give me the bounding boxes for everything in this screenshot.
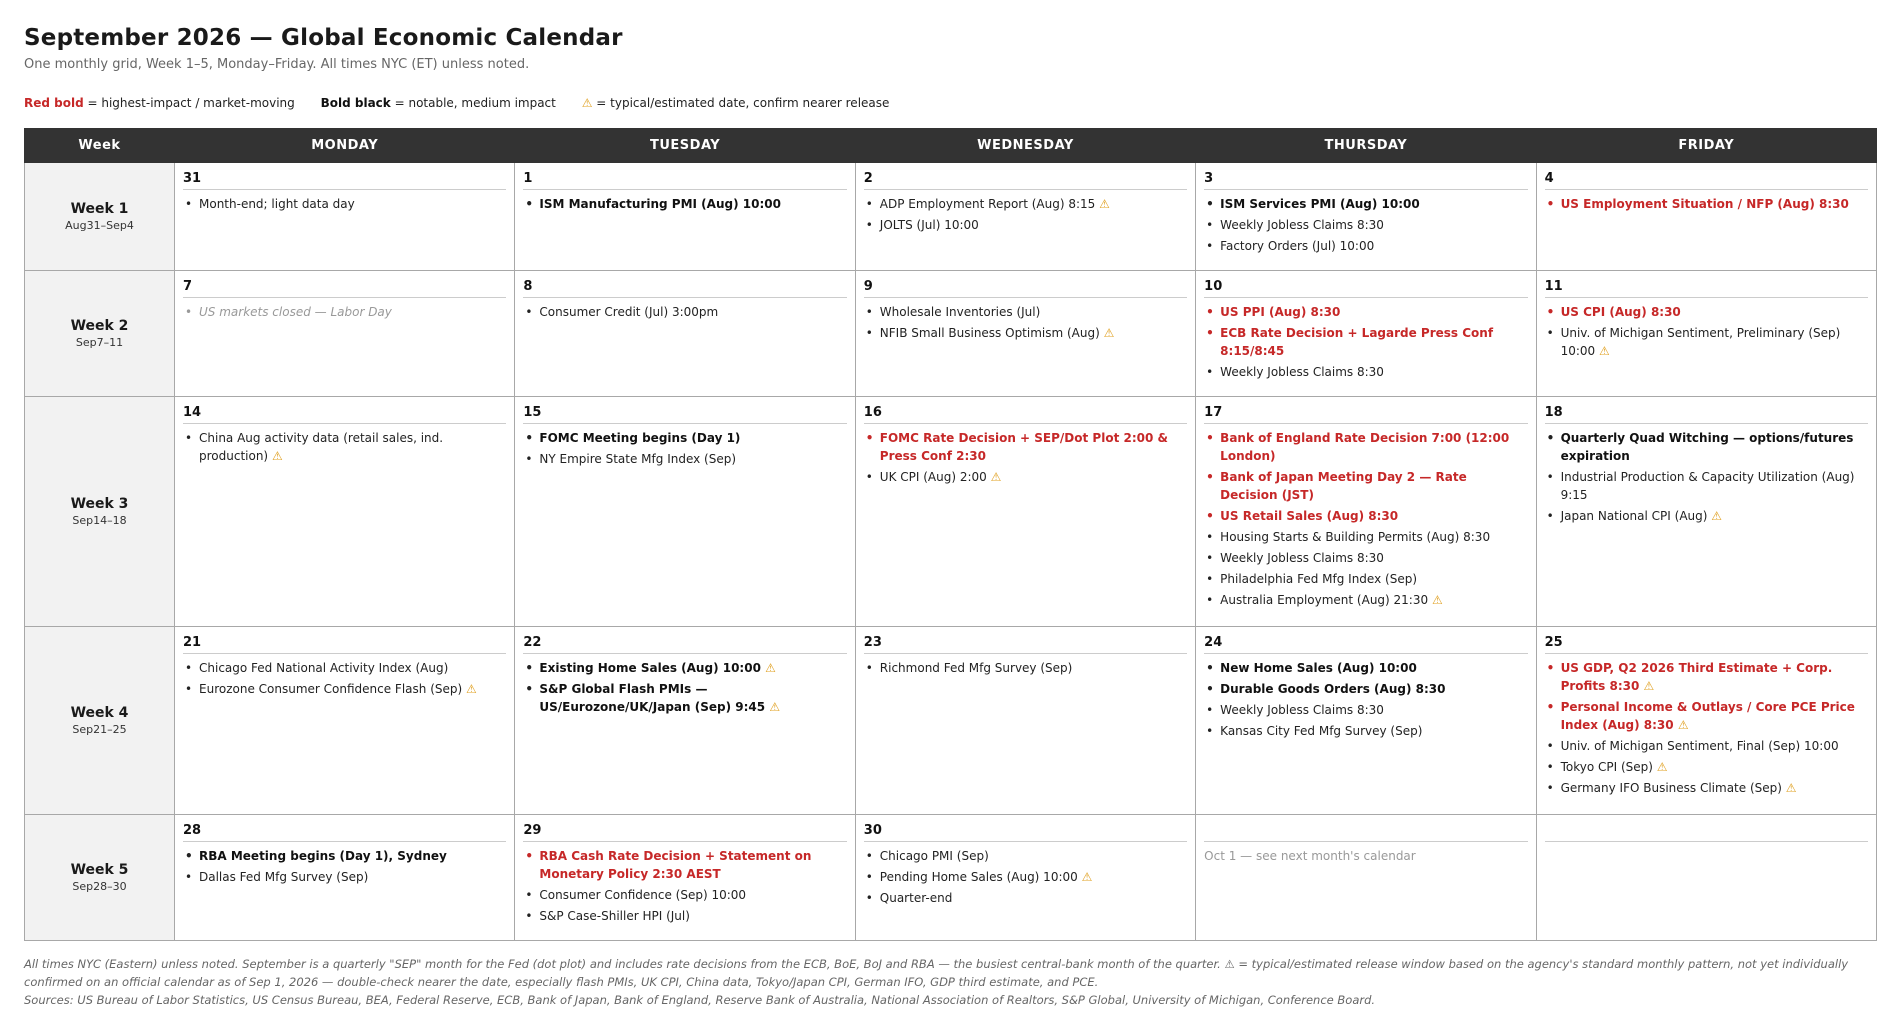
day-number: 15	[523, 405, 846, 424]
event-list	[183, 303, 506, 321]
warning-icon: ⚠	[1598, 344, 1610, 358]
event-list	[1204, 195, 1527, 255]
day-cell	[175, 163, 515, 271]
event-item	[523, 847, 846, 883]
legend-bold: Bold black = notable, medium impact	[320, 96, 556, 110]
event-list	[864, 195, 1187, 234]
week-label-cell	[25, 627, 175, 815]
event-text: Pending Home Sales (Aug) 10:00	[879, 870, 1078, 884]
event-text: Personal Income & Outlays / Core PCE Price Index (Aug) 8:30	[1560, 700, 1855, 732]
warning-icon: ⚠	[466, 682, 477, 696]
event-text: Chicago PMI (Sep)	[879, 849, 989, 863]
event-list	[523, 847, 846, 925]
warning-icon: ⚠	[1656, 760, 1668, 774]
event-list	[523, 659, 846, 716]
event-text: Industrial Production & Capacity Utilization (Aug) 9:15	[1560, 470, 1855, 502]
event-list	[1545, 429, 1868, 525]
day-number: 30	[864, 823, 1187, 842]
week-range: Aug31–Sep4	[65, 219, 134, 232]
event-text: Weekly Jobless Claims 8:30	[1220, 365, 1384, 379]
event-item	[1545, 737, 1868, 755]
day-number	[1545, 823, 1868, 842]
event-item	[864, 303, 1187, 321]
event-item	[1204, 528, 1527, 546]
event-item	[1204, 216, 1527, 234]
warning-icon: ⚠	[990, 470, 1002, 484]
event-text: US PPI (Aug) 8:30	[1220, 305, 1341, 319]
day-cell	[1196, 163, 1536, 271]
day-note: Oct 1 — see next month's calendar	[1204, 849, 1416, 863]
event-list	[183, 847, 506, 886]
day-cell	[1196, 397, 1536, 627]
day-cell	[515, 815, 855, 941]
header-monday: MONDAY	[175, 129, 515, 163]
day-number: 7	[183, 279, 506, 298]
event-list	[1204, 659, 1527, 740]
day-number: 23	[864, 635, 1187, 654]
event-item	[864, 889, 1187, 907]
day-cell	[175, 397, 515, 627]
day-cell	[855, 163, 1195, 271]
event-list	[523, 303, 846, 321]
day-number: 9	[864, 279, 1187, 298]
event-text: Bank of England Rate Decision 7:00 (12:00 London)	[1220, 431, 1510, 463]
legend-warn: ⚠ = typical/estimated date, confirm nearer release	[581, 96, 890, 110]
warning-icon: ⚠	[271, 449, 283, 463]
event-text: Housing Starts & Building Permits (Aug) 8:30	[1220, 530, 1491, 544]
week-name: Week 2	[70, 318, 129, 334]
event-text: S&P Case-Shiller HPI (Jul)	[539, 909, 690, 923]
event-item	[183, 847, 506, 865]
warning-icon: ⚠	[1099, 197, 1110, 211]
day-cell	[515, 271, 855, 397]
event-item	[1545, 698, 1868, 734]
event-text: Dallas Fed Mfg Survey (Sep)	[199, 870, 369, 884]
event-item	[523, 680, 846, 716]
day-cell	[515, 397, 855, 627]
week-name: Week 4	[70, 705, 129, 721]
event-text: Month-end; light data day	[199, 197, 355, 211]
event-item	[1204, 303, 1527, 321]
event-text: ISM Manufacturing PMI (Aug) 10:00	[539, 197, 781, 211]
day-number: 2	[864, 171, 1187, 190]
event-item	[183, 429, 506, 465]
event-list	[523, 429, 846, 468]
day-number: 18	[1545, 405, 1868, 424]
event-list	[864, 429, 1187, 486]
header-friday: FRIDAY	[1536, 129, 1876, 163]
event-item	[1545, 758, 1868, 776]
day-cell	[515, 163, 855, 271]
warning-icon: ⚠	[1103, 326, 1115, 340]
event-item	[1204, 324, 1527, 360]
event-text: US Retail Sales (Aug) 8:30	[1220, 509, 1399, 523]
event-text: ADP Employment Report (Aug) 8:15	[879, 197, 1096, 211]
event-item	[864, 468, 1187, 486]
warning-icon: ⚠	[581, 96, 593, 110]
event-text: ISM Services PMI (Aug) 10:00	[1220, 197, 1420, 211]
warning-icon: ⚠	[765, 661, 776, 675]
event-item	[1204, 591, 1527, 609]
event-item	[183, 195, 506, 213]
event-text: Factory Orders (Jul) 10:00	[1220, 239, 1375, 253]
event-item	[1545, 195, 1868, 213]
day-number: 22	[523, 635, 846, 654]
event-item	[1204, 722, 1527, 740]
event-text: US markets closed — Labor Day	[199, 305, 392, 319]
week-range: Sep7–11	[75, 336, 124, 349]
day-number: 31	[183, 171, 506, 190]
day-number: 21	[183, 635, 506, 654]
event-list	[864, 303, 1187, 342]
day-cell	[1536, 397, 1876, 627]
page-title: September 2026 — Global Economic Calendar	[24, 25, 623, 51]
event-item	[1545, 659, 1868, 695]
page-subtitle: One monthly grid, Week 1–5, Monday–Friday. All times NYC (ET) unless noted.	[24, 57, 530, 72]
day-number: 8	[523, 279, 846, 298]
event-item	[1545, 303, 1868, 321]
day-cell	[855, 627, 1195, 815]
event-text: Japan National CPI (Aug)	[1560, 509, 1708, 523]
event-text: Consumer Confidence (Sep) 10:00	[539, 888, 747, 902]
event-list	[864, 659, 1187, 677]
day-cell	[1196, 815, 1536, 941]
event-item	[1545, 779, 1868, 797]
day-cell	[1536, 815, 1876, 941]
event-list	[183, 659, 506, 698]
header-tuesday: TUESDAY	[515, 129, 855, 163]
warning-icon: ⚠	[1081, 870, 1093, 884]
event-item	[523, 886, 846, 904]
day-number: 4	[1545, 171, 1868, 190]
day-cell	[855, 271, 1195, 397]
week-name: Week 5	[70, 862, 129, 878]
day-cell	[175, 627, 515, 815]
warning-icon: ⚠	[1677, 718, 1689, 732]
event-item	[523, 659, 846, 677]
event-text: US Employment Situation / NFP (Aug) 8:30	[1560, 197, 1849, 211]
event-list	[864, 847, 1187, 907]
event-item	[523, 195, 846, 213]
day-cell	[1536, 271, 1876, 397]
day-number: 1	[523, 171, 846, 190]
week-range: Sep14–18	[72, 514, 127, 527]
day-cell	[175, 815, 515, 941]
event-item	[183, 659, 506, 677]
day-number: 24	[1204, 635, 1527, 654]
event-text: FOMC Rate Decision + SEP/Dot Plot 2:00 & Press Conf 2:30	[879, 431, 1168, 463]
event-item	[523, 450, 846, 468]
event-text: ECB Rate Decision + Lagarde Press Conf 8:15/8:45	[1220, 326, 1494, 358]
event-item	[1545, 324, 1868, 360]
calendar-page	[24, 24, 1876, 1009]
event-text: UK CPI (Aug) 2:00	[879, 470, 987, 484]
day-cell	[855, 397, 1195, 627]
event-item	[1204, 237, 1527, 255]
event-item	[183, 303, 506, 321]
header-week: Week	[25, 129, 175, 163]
event-text: Univ. of Michigan Sentiment, Preliminary (Sep) 10:00	[1560, 326, 1841, 358]
week-range: Sep28–30	[72, 880, 127, 893]
event-text: Wholesale Inventories (Jul)	[879, 305, 1041, 319]
day-cell	[175, 271, 515, 397]
event-text: Quarterly Quad Witching — options/futures expiration	[1560, 431, 1854, 463]
event-text: JOLTS (Jul) 10:00	[879, 218, 979, 232]
day-cell	[855, 815, 1195, 941]
event-text: China Aug activity data (retail sales, ind. production)	[199, 431, 444, 463]
event-text: RBA Cash Rate Decision + Statement on Monetary Policy 2:30 AEST	[539, 849, 812, 881]
event-list	[523, 195, 846, 213]
event-item	[864, 868, 1187, 886]
day-cell	[515, 627, 855, 815]
footer-sources: Sources: US Bureau of Labor Statistics, US Census Bureau, BEA, Federal Reserve, ECB, Bank of Japan, Bank of England, Reserve Bank of Australia, National Association of Realtors, S&P Global, University of Michigan, Conference Board.	[24, 993, 1376, 1007]
event-text: Consumer Credit (Jul) 3:00pm	[539, 305, 719, 319]
event-text: FOMC Meeting begins (Day 1)	[539, 431, 741, 445]
event-text: Germany IFO Business Climate (Sep)	[1560, 781, 1782, 795]
header-wednesday: WEDNESDAY	[855, 129, 1195, 163]
event-item	[1204, 468, 1527, 504]
header-row	[25, 129, 1877, 163]
event-item	[1204, 701, 1527, 719]
day-number: 16	[864, 405, 1187, 424]
event-item	[864, 847, 1187, 865]
event-text: US CPI (Aug) 8:30	[1560, 305, 1681, 319]
event-text: Weekly Jobless Claims 8:30	[1220, 218, 1384, 232]
calendar-grid	[24, 128, 1877, 941]
event-text: Richmond Fed Mfg Survey (Sep)	[879, 661, 1073, 675]
footer-note: All times NYC (Eastern) unless noted. September is a quarterly "SEP" month for the Fed (dot plot) and includes rate decisions from the ECB, BoE, BoJ and RBA — the busiest central-bank month of the quarter. ⚠ = typical/estimated release window based on the agency's standard monthly pattern, not yet individually confirmed on an official calendar as of Sep 1, 2026 — double-check nearer the date, especially flash PMIs, UK CPI, China data, Tokyo/Japan CPI, German IFO, GDP third estimate, and PCE.	[24, 957, 1849, 989]
week-range: Sep21–25	[72, 723, 127, 736]
event-item	[864, 324, 1187, 342]
week-row	[25, 397, 1877, 627]
event-text: Univ. of Michigan Sentiment, Final (Sep) 10:00	[1560, 739, 1839, 753]
day-number: 29	[523, 823, 846, 842]
warning-icon: ⚠	[1643, 679, 1655, 693]
event-text: Kansas City Fed Mfg Survey (Sep)	[1220, 724, 1423, 738]
event-list	[1545, 195, 1868, 213]
event-list	[1545, 303, 1868, 360]
week-row	[25, 271, 1877, 397]
event-item	[864, 659, 1187, 677]
event-list	[1204, 429, 1527, 609]
event-list	[183, 429, 506, 465]
event-item	[183, 868, 506, 886]
event-list	[183, 195, 506, 213]
event-text: US GDP, Q2 2026 Third Estimate + Corp. Profits 8:30	[1560, 661, 1833, 693]
day-number: 14	[183, 405, 506, 424]
event-text: Tokyo CPI (Sep)	[1560, 760, 1653, 774]
event-item	[1545, 429, 1868, 465]
week-label-cell	[25, 815, 175, 941]
header-thursday: THURSDAY	[1196, 129, 1536, 163]
legend	[24, 94, 1876, 112]
footer-notes	[24, 955, 1876, 1009]
event-item	[1204, 363, 1527, 381]
event-text: RBA Meeting begins (Day 1), Sydney	[199, 849, 447, 863]
day-cell	[1196, 627, 1536, 815]
warning-icon: ⚠	[1785, 781, 1797, 795]
day-number: 3	[1204, 171, 1527, 190]
event-text: Existing Home Sales (Aug) 10:00	[539, 661, 761, 675]
event-item	[1204, 507, 1527, 525]
day-number: 25	[1545, 635, 1868, 654]
day-number: 11	[1545, 279, 1868, 298]
event-item	[1204, 680, 1527, 698]
event-text: Australia Employment (Aug) 21:30	[1220, 593, 1429, 607]
day-number: 10	[1204, 279, 1527, 298]
event-item	[1204, 570, 1527, 588]
event-item	[864, 195, 1187, 213]
event-item	[1204, 429, 1527, 465]
week-row	[25, 815, 1877, 941]
event-item	[1545, 468, 1868, 504]
event-item	[523, 907, 846, 925]
event-text: NFIB Small Business Optimism (Aug)	[879, 326, 1100, 340]
week-name: Week 1	[70, 201, 129, 217]
event-text: Chicago Fed National Activity Index (Aug)	[199, 661, 449, 675]
event-text: Philadelphia Fed Mfg Index (Sep)	[1220, 572, 1417, 586]
week-row	[25, 163, 1877, 271]
event-list	[1545, 659, 1868, 797]
event-text: New Home Sales (Aug) 10:00	[1220, 661, 1417, 675]
event-list	[1204, 303, 1527, 381]
week-label-cell	[25, 397, 175, 627]
legend-red: Red bold = highest-impact / market-moving	[24, 96, 295, 110]
day-number	[1204, 823, 1527, 842]
event-text: Weekly Jobless Claims 8:30	[1220, 703, 1384, 717]
event-item	[523, 429, 846, 447]
warning-icon: ⚠	[1711, 509, 1723, 523]
event-text: Quarter-end	[879, 891, 953, 905]
day-number: 28	[183, 823, 506, 842]
week-row	[25, 627, 1877, 815]
week-label-cell	[25, 163, 175, 271]
warning-icon: ⚠	[769, 700, 781, 714]
day-cell	[1536, 163, 1876, 271]
event-text: Weekly Jobless Claims 8:30	[1220, 551, 1384, 565]
week-label-cell	[25, 271, 175, 397]
event-item	[864, 429, 1187, 465]
event-text: Eurozone Consumer Confidence Flash (Sep)	[199, 682, 463, 696]
event-item	[1204, 659, 1527, 677]
event-item	[1204, 195, 1527, 213]
event-text: NY Empire State Mfg Index (Sep)	[539, 452, 737, 466]
day-number: 17	[1204, 405, 1527, 424]
event-item	[1545, 507, 1868, 525]
warning-icon: ⚠	[1431, 593, 1443, 607]
event-item	[183, 680, 506, 698]
event-item	[523, 303, 846, 321]
event-text: S&P Global Flash PMIs — US/Eurozone/UK/Japan (Sep) 9:45	[539, 682, 766, 714]
event-item	[864, 216, 1187, 234]
day-cell	[1536, 627, 1876, 815]
day-cell	[1196, 271, 1536, 397]
event-item	[1204, 549, 1527, 567]
week-name: Week 3	[70, 496, 129, 512]
event-text: Bank of Japan Meeting Day 2 — Rate Decision (JST)	[1220, 470, 1467, 502]
event-text: Durable Goods Orders (Aug) 8:30	[1220, 682, 1446, 696]
